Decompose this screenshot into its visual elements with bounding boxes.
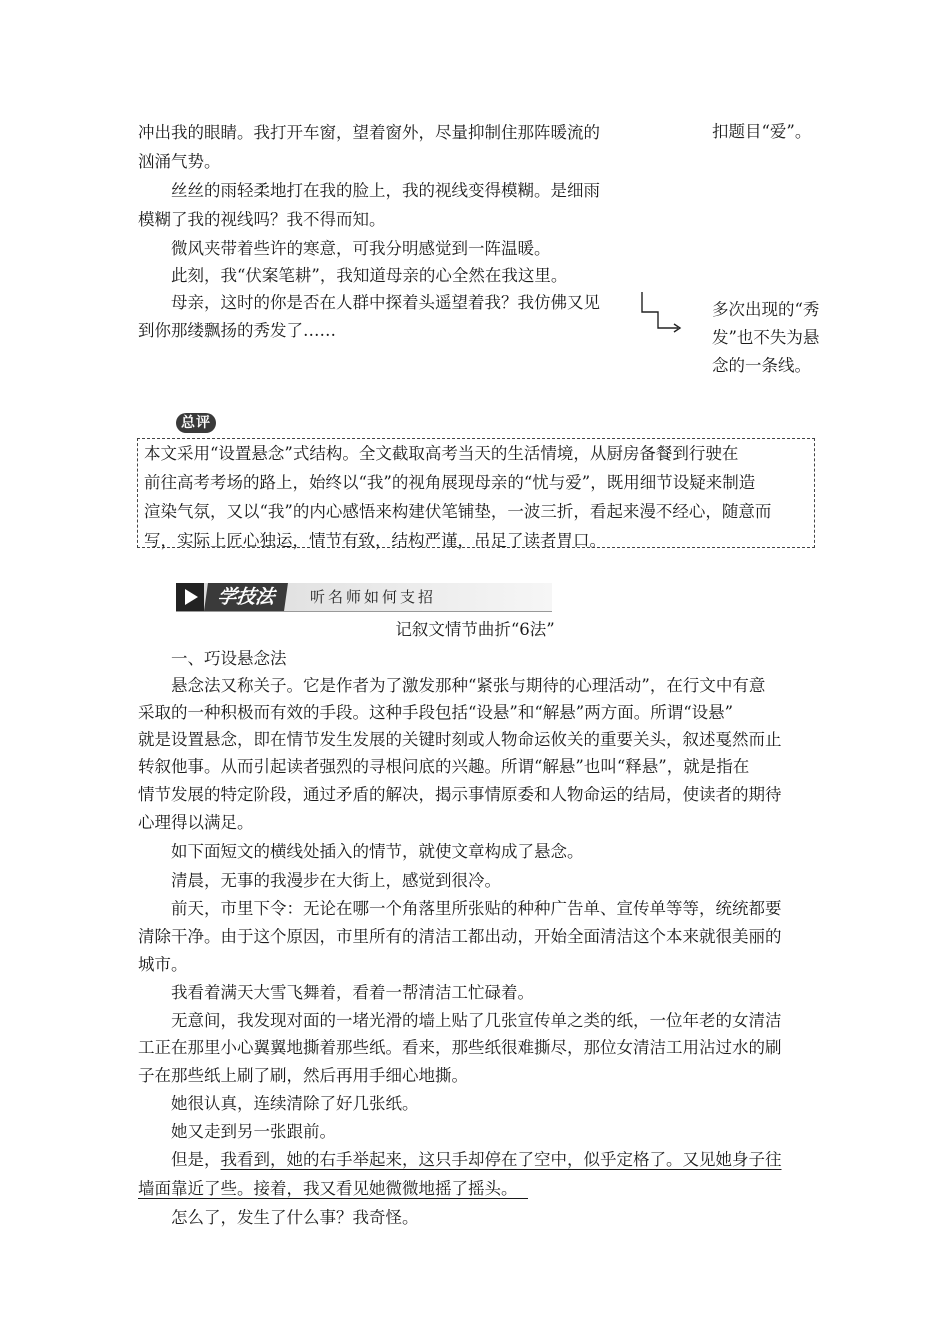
body-line — [138, 1174, 528, 1203]
body-line: 城市。 — [138, 955, 188, 974]
body-line: 转叙他事。从而引起读者强烈的寻根问底的兴趣。所谓“解悬”也叫“释悬”，就是指在 — [138, 757, 750, 776]
body-line: 她很认真，连续清除了好几张纸。 — [171, 1094, 419, 1113]
body-line: 无意间，我发现对面的一堵光滑的墙上贴了几张宣传单之类的纸，一位年老的女清洁 — [171, 1011, 782, 1030]
body-line: 清除干净。由于这个原因，市里所有的清洁工都出动，开始全面清洁这个本来就很美丽的 — [138, 927, 782, 946]
body-line: 采取的一种积极而有效的手段。这种手段包括“设悬”和“解悬”两方面。所谓“设悬” — [138, 703, 734, 722]
paragraph-line: 冲出我的眼睛。我打开车窗，望着窗外，尽量抑制住那阵暖流的 — [138, 123, 600, 142]
body-line — [138, 1145, 782, 1174]
paragraph-line: 此刻，我“伏案笔耕”，我知道母亲的心全然在我这里。 — [171, 266, 568, 285]
body-line: 工正在那里小心翼翼地撕着那些纸。看来，那些纸很难撕尽，那位女清洁工用沾过水的刷 — [138, 1038, 782, 1057]
paragraph-line: 微风夹带着些许的寒意，可我分明感觉到一阵温暖。 — [171, 239, 551, 258]
underlined-prefix: 但是， — [171, 1150, 221, 1169]
paragraph-line: 母亲，这时的你是否在人群中探着头遥望着我？我仿佛又见 — [171, 293, 600, 312]
body-line: 如下面短文的横线处插入的情节，就使文章构成了悬念。 — [171, 842, 584, 861]
paragraph-line: 到你那缕飘扬的秀发了…… — [138, 321, 336, 340]
section-header — [176, 583, 552, 612]
arrow-bracket-icon — [640, 290, 684, 340]
underlined-text: 我看到，她的右手举起来，这只手却停在了空中，似乎定格了。又见她身子往 — [220, 1150, 782, 1169]
underlined-text: 墙面靠近了些。接着，我又看见她微微地摇了摇头。 — [138, 1179, 518, 1198]
body-line: 我看着满天大雪飞舞着，看着一帮清洁工忙碌着。 — [171, 983, 534, 1002]
body-line: 清晨，无事的我漫步在大街上，感觉到很冷。 — [171, 871, 501, 890]
side-note: 扣题目“爱”。 — [712, 122, 812, 141]
paragraph-line: 丝丝的雨轻柔地打在我的脸上，我的视线变得模糊。是细雨 — [171, 181, 600, 200]
body-line: 悬念法又称关子。它是作者为了激发那种“紧张与期待的心理活动”，在行文中有意 — [171, 676, 766, 695]
section-subtitle: 听名师如何支招 — [310, 588, 437, 606]
play-icon — [176, 583, 204, 611]
body-line: 前天，市里下令：无论在哪一个角落里所张贴的种种广告单、宣传单等等，统统都要 — [171, 899, 782, 918]
review-line: 前往高考考场的路上，始终以“我”的视角展现母亲的“忧与爱”，既用细节设疑来制造 — [144, 473, 756, 492]
body-line: 怎么了，发生了什么事？我奇怪。 — [171, 1208, 419, 1227]
review-line: 本文采用“设置悬念”式结构。全文截取高考当天的生活情境，从厨房备餐到行驶在 — [144, 444, 739, 463]
side-note-line: 多次出现的“秀 — [712, 300, 820, 319]
review-box — [137, 438, 815, 548]
side-note-line: 念的一条线。 — [712, 356, 811, 375]
side-note-line: 发”也不失为悬 — [712, 328, 820, 347]
section-title: 学技法 — [204, 583, 288, 611]
body-line: 心理得以满足。 — [138, 813, 254, 832]
section-heading: 记叙文情节曲折“6法” — [395, 620, 555, 639]
body-line: 情节发展的特定阶段，通过矛盾的解决，揭示事情原委和人物命运的结局，使读者的期待 — [138, 785, 782, 804]
body-line: 子在那些纸上刷了刷，然后再用手细心地撕。 — [138, 1066, 468, 1085]
paragraph-line: 汹涌气势。 — [138, 152, 221, 171]
body-line: 就是设置悬念，即在情节发生发展的关键时刻或人物命运攸关的重要关头，叙述戛然而止 — [138, 730, 782, 749]
body-line: 她又走到另一张跟前。 — [171, 1122, 336, 1141]
review-line: 渲染气氛，又以“我”的内心感悟来构建伏笔铺垫，一波三折，看起来漫不经心，随意而 — [144, 502, 772, 521]
subheading: 一、巧设悬念法 — [171, 649, 287, 668]
paragraph-line: 模糊了我的视线吗？我不得而知。 — [138, 210, 386, 229]
review-badge: 总评 — [176, 413, 216, 433]
review-line: 写，实际上匠心独运，情节有致，结构严谨，吊足了读者胃口。 — [144, 531, 606, 550]
